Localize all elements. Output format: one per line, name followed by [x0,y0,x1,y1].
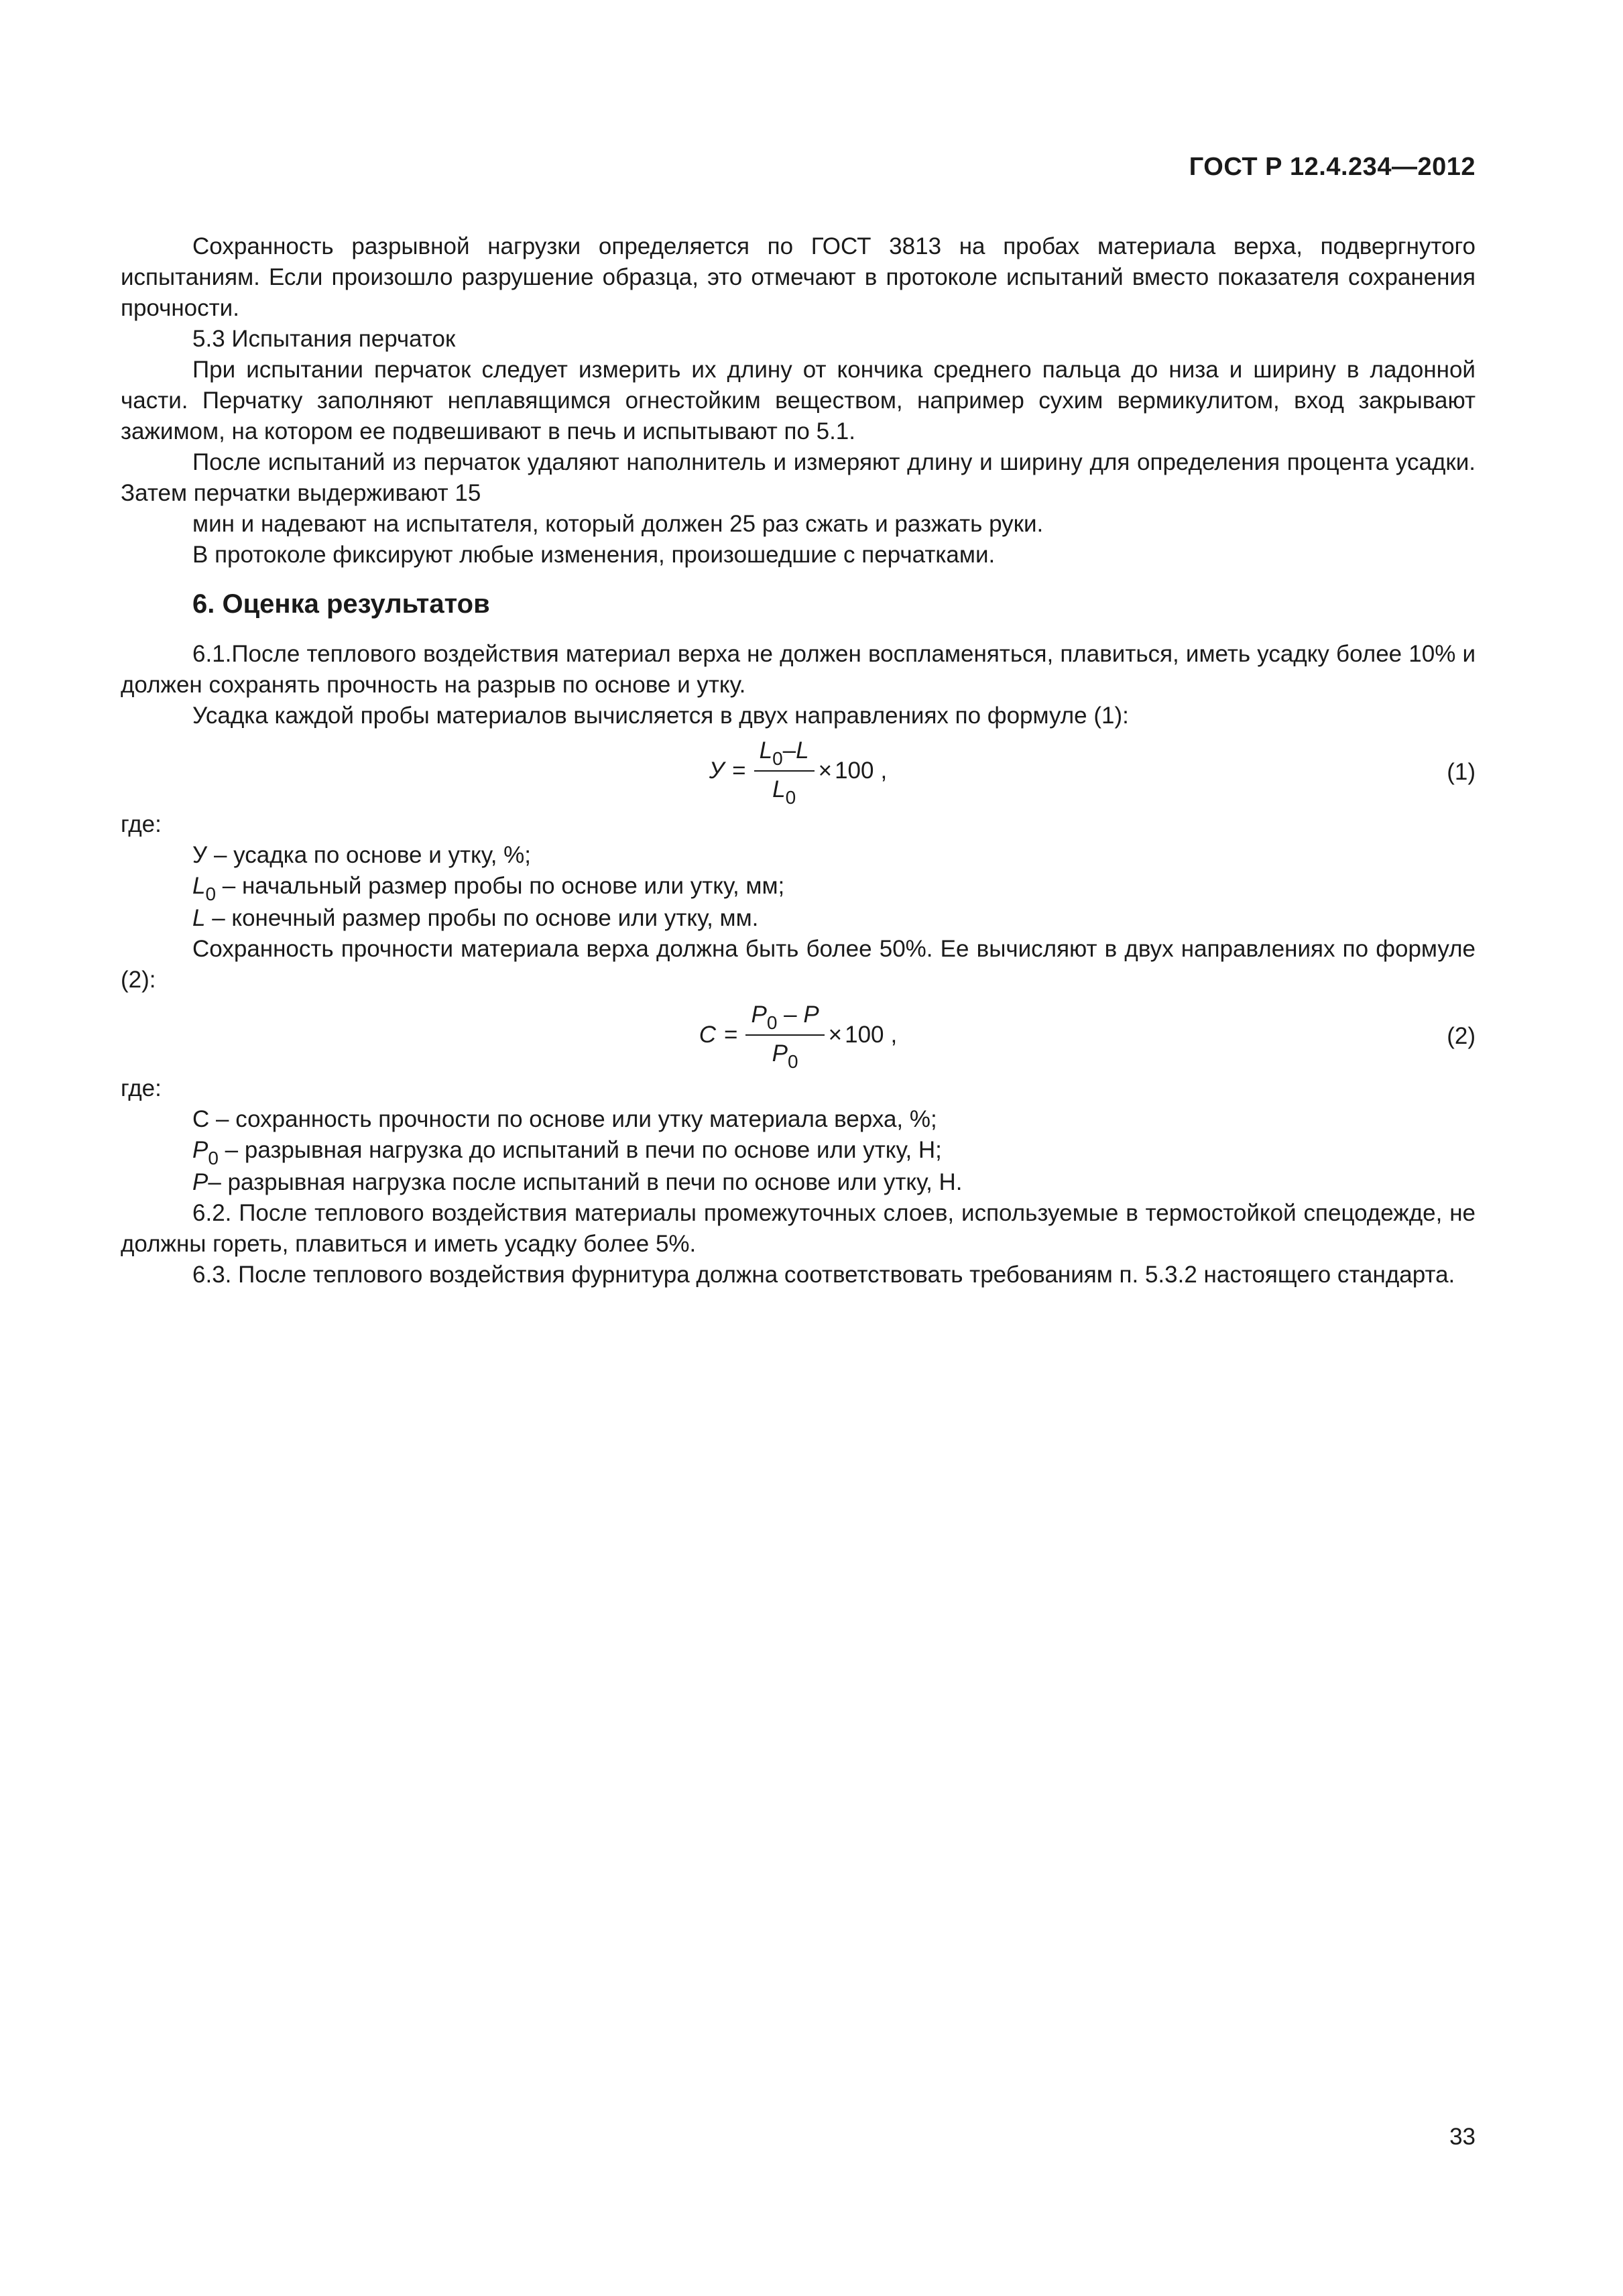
formula-1-num-var: L [759,737,773,764]
paragraph-glove-testing: При испытании перчаток следует измерить их длину от кончика среднего пальца до низа и ширину в ладонной части. Перчатку заполняют неплавящимся огнестойким веществом, например сухим вермикулитом, вход закрывают зажимом, на котором ее подвешивают в печь и испытывают по 5.1. [121,357,1476,444]
paragraph-tensile-retention: Сохранность разрывной нагрузки определяется по ГОСТ 3813 на пробах материала верха, подвергнутого испытаниям. Если произошло разрушение образца, это отмечают в протоколе испытаний вместо показателя сохранения прочности. [121,233,1476,321]
formula-2-fraction [745,1000,824,1071]
page-number: 33 [1449,2124,1476,2150]
paragraph-6-1: 6.1.После теплового воздействия материал верха не должен воспламеняться, плавиться, иметь усадку более 10% и должен сохранять прочность на разрыв по основе и утку. [121,641,1476,698]
formula-1-def-final [121,903,1476,934]
formula-2-def-load-after [121,1167,1476,1198]
formula-2-def-load-before [121,1135,1476,1167]
formula-1-fraction [754,735,815,806]
def-load-after-text: – разрывная нагрузка после испытаний в печи по основе или утку, Н. [208,1169,963,1195]
def-initial-sub: 0 [205,884,217,904]
formula-2-where: где: [121,1075,162,1101]
formula-1-constant: 100 [835,758,874,784]
def-final-var: L [192,905,206,931]
formula-2-num-var: P [751,1002,767,1028]
formula-1-equals: = [732,758,746,784]
formula-2-den-sub: 0 [787,1051,798,1072]
formula-1-denominator [772,772,796,806]
def-initial-var: L [192,873,206,899]
paragraph-protocol-changes: В протоколе фиксируют любые изменения, произошедшие с перчатками. [192,542,996,568]
def-load-before-text: – разрывная нагрузка до испытаний в печи по основе или утку, Н; [218,1137,942,1163]
formula-1-where: где: [121,811,162,837]
formula-1 [121,735,1476,806]
formula-2 [121,1000,1476,1071]
formula-1-lhs: У [709,758,725,784]
formula-1-numerator [754,735,815,772]
formula-2-def-retention: С – сохранность прочности по основе или утку материала верха, %; [192,1106,937,1132]
formula-1-num-var2: L [796,737,809,764]
paragraph-shrinkage-intro: Усадка каждой пробы материалов вычисляется в двух направлениях по формуле (1): [192,703,1129,729]
formula-1-times: × [818,758,833,784]
formula-1-row [121,735,1476,809]
document-code-header: ГОСТ Р 12.4.234—2012 [1189,153,1476,181]
paragraph-6-2: 6.2. После теплового воздействия материалы промежуточных слоев, используемые в термостойкой спецодежде, не должны гореть, плавиться и иметь усадку более 5%. [121,1200,1476,1257]
formula-2-row [121,1000,1476,1073]
formula-2-comma: , [890,1022,898,1048]
subsection-5-3-heading: 5.3 Испытания перчаток [192,326,456,352]
formula-2-num-var2: P [803,1002,819,1028]
paragraph-glove-fitting: мин и надевают на испытателя, который должен 25 раз сжать и разжать руки. [192,511,1044,537]
def-load-before-var: P [192,1137,208,1163]
formula-2-numerator [745,1000,824,1036]
section-6-title: 6. Оценка результатов [192,589,490,619]
formula-2-denominator [772,1036,798,1071]
def-load-after-var: P [192,1169,208,1195]
formula-2-number: (2) [1447,1023,1476,1049]
formula-2-times: × [828,1022,843,1048]
formula-1-comma: , [880,758,888,784]
formula-2-constant: 100 [845,1022,884,1048]
formula-1-def-shrinkage: У – усадка по основе и утку, %; [192,842,532,868]
paragraph-6-3: 6.3. После теплового воздействия фурнитура должна соответствовать требованиям п. 5.3.2 настоящего стандарта. [192,1262,1455,1288]
formula-2-minus: – [777,1002,804,1028]
formula-1-def-initial [121,871,1476,903]
def-load-before-sub: 0 [208,1148,219,1168]
def-initial-text: – начальный размер пробы по основе или утку, мм; [216,873,785,899]
formula-1-num-sub: 0 [772,748,783,769]
formula-2-equals: = [724,1022,738,1048]
formula-2-lhs: C [699,1022,716,1048]
formula-1-number: (1) [1447,759,1476,785]
formula-1-den-var: L [772,776,786,802]
formula-2-num-sub: 0 [766,1012,778,1033]
paragraph-strength-retention: Сохранность прочности материала верха должна быть более 50%. Ее вычисляют в двух направлениях по формуле (2): [121,936,1476,993]
def-final-text: – конечный размер пробы по основе или утку, мм. [205,905,759,931]
paragraph-after-glove-tests: После испытаний из перчаток удаляют наполнитель и измеряют длину и ширину для определения процента усадки. Затем перчатки выдерживают 15 [121,449,1476,506]
document-body [121,231,1476,1290]
formula-2-den-var: P [772,1040,788,1067]
formula-1-den-sub: 0 [785,787,796,808]
formula-1-minus: – [782,737,796,764]
